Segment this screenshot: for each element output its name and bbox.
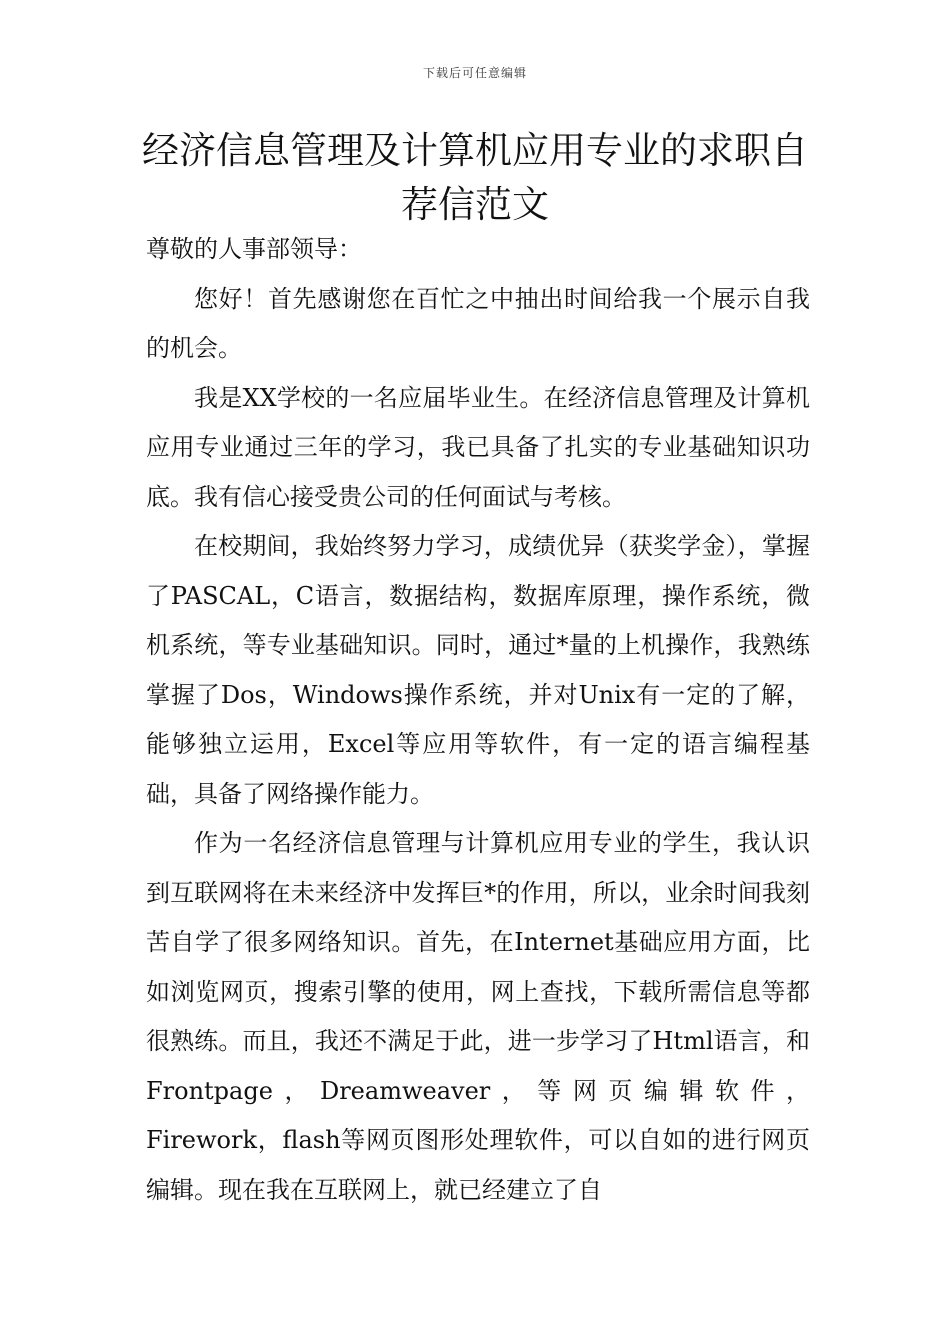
letter-body <box>146 225 810 1215</box>
header-note: 下载后可任意编辑 <box>422 66 527 80</box>
document-title: 经济信息管理及计算机应用专业的求职自荐信范文 <box>142 129 808 226</box>
paragraph-greeting: 您好！首先感谢您在百忙之中抽出时间给我一个展示自我的机会。 <box>146 284 810 362</box>
salutation: 尊敬的人事部领导： <box>146 235 362 263</box>
paragraph-studies: 在校期间，我始终努力学习，成绩优异（获奖学金），掌握了PASCAL，C语言，数据结构，数据库原理，操作系统，微机系统，等专业基础知识。同时，通过*量的上机操作，我熟练掌握了Dos，Windows操作系统，并对Unix有一定的了解，能够独立运用，Excel等应用等软件，有一定的语言编程基础，具备了网络操作能力。 <box>146 532 810 808</box>
paragraph-introduction: 我是XX学校的一名应届毕业生。在经济信息管理及计算机应用专业通过三年的学习，我已具备了扎实的专业基础知识功底。我有信心接受贵公司的任何面试与考核。 <box>146 383 810 511</box>
paragraph-internet-skills: 作为一名经济信息管理与计算机应用专业的学生，我认识到互联网将在未来经济中发挥巨*的作用，所以，业余时间我刻苦自学了很多网络知识。首先，在Internet基础应用方面，比如浏览网页，搜索引擎的使用，网上查找，下载所需信息等都很熟练。而且，我还不满足于此，进一步学习了Html语言，和Frontpage，Dreamweaver，等网页编辑软件，Firework，flash等网页图形处理软件，可以自如的进行网页编辑。现在我在互联网上，就已经建立了自 <box>146 829 810 1204</box>
